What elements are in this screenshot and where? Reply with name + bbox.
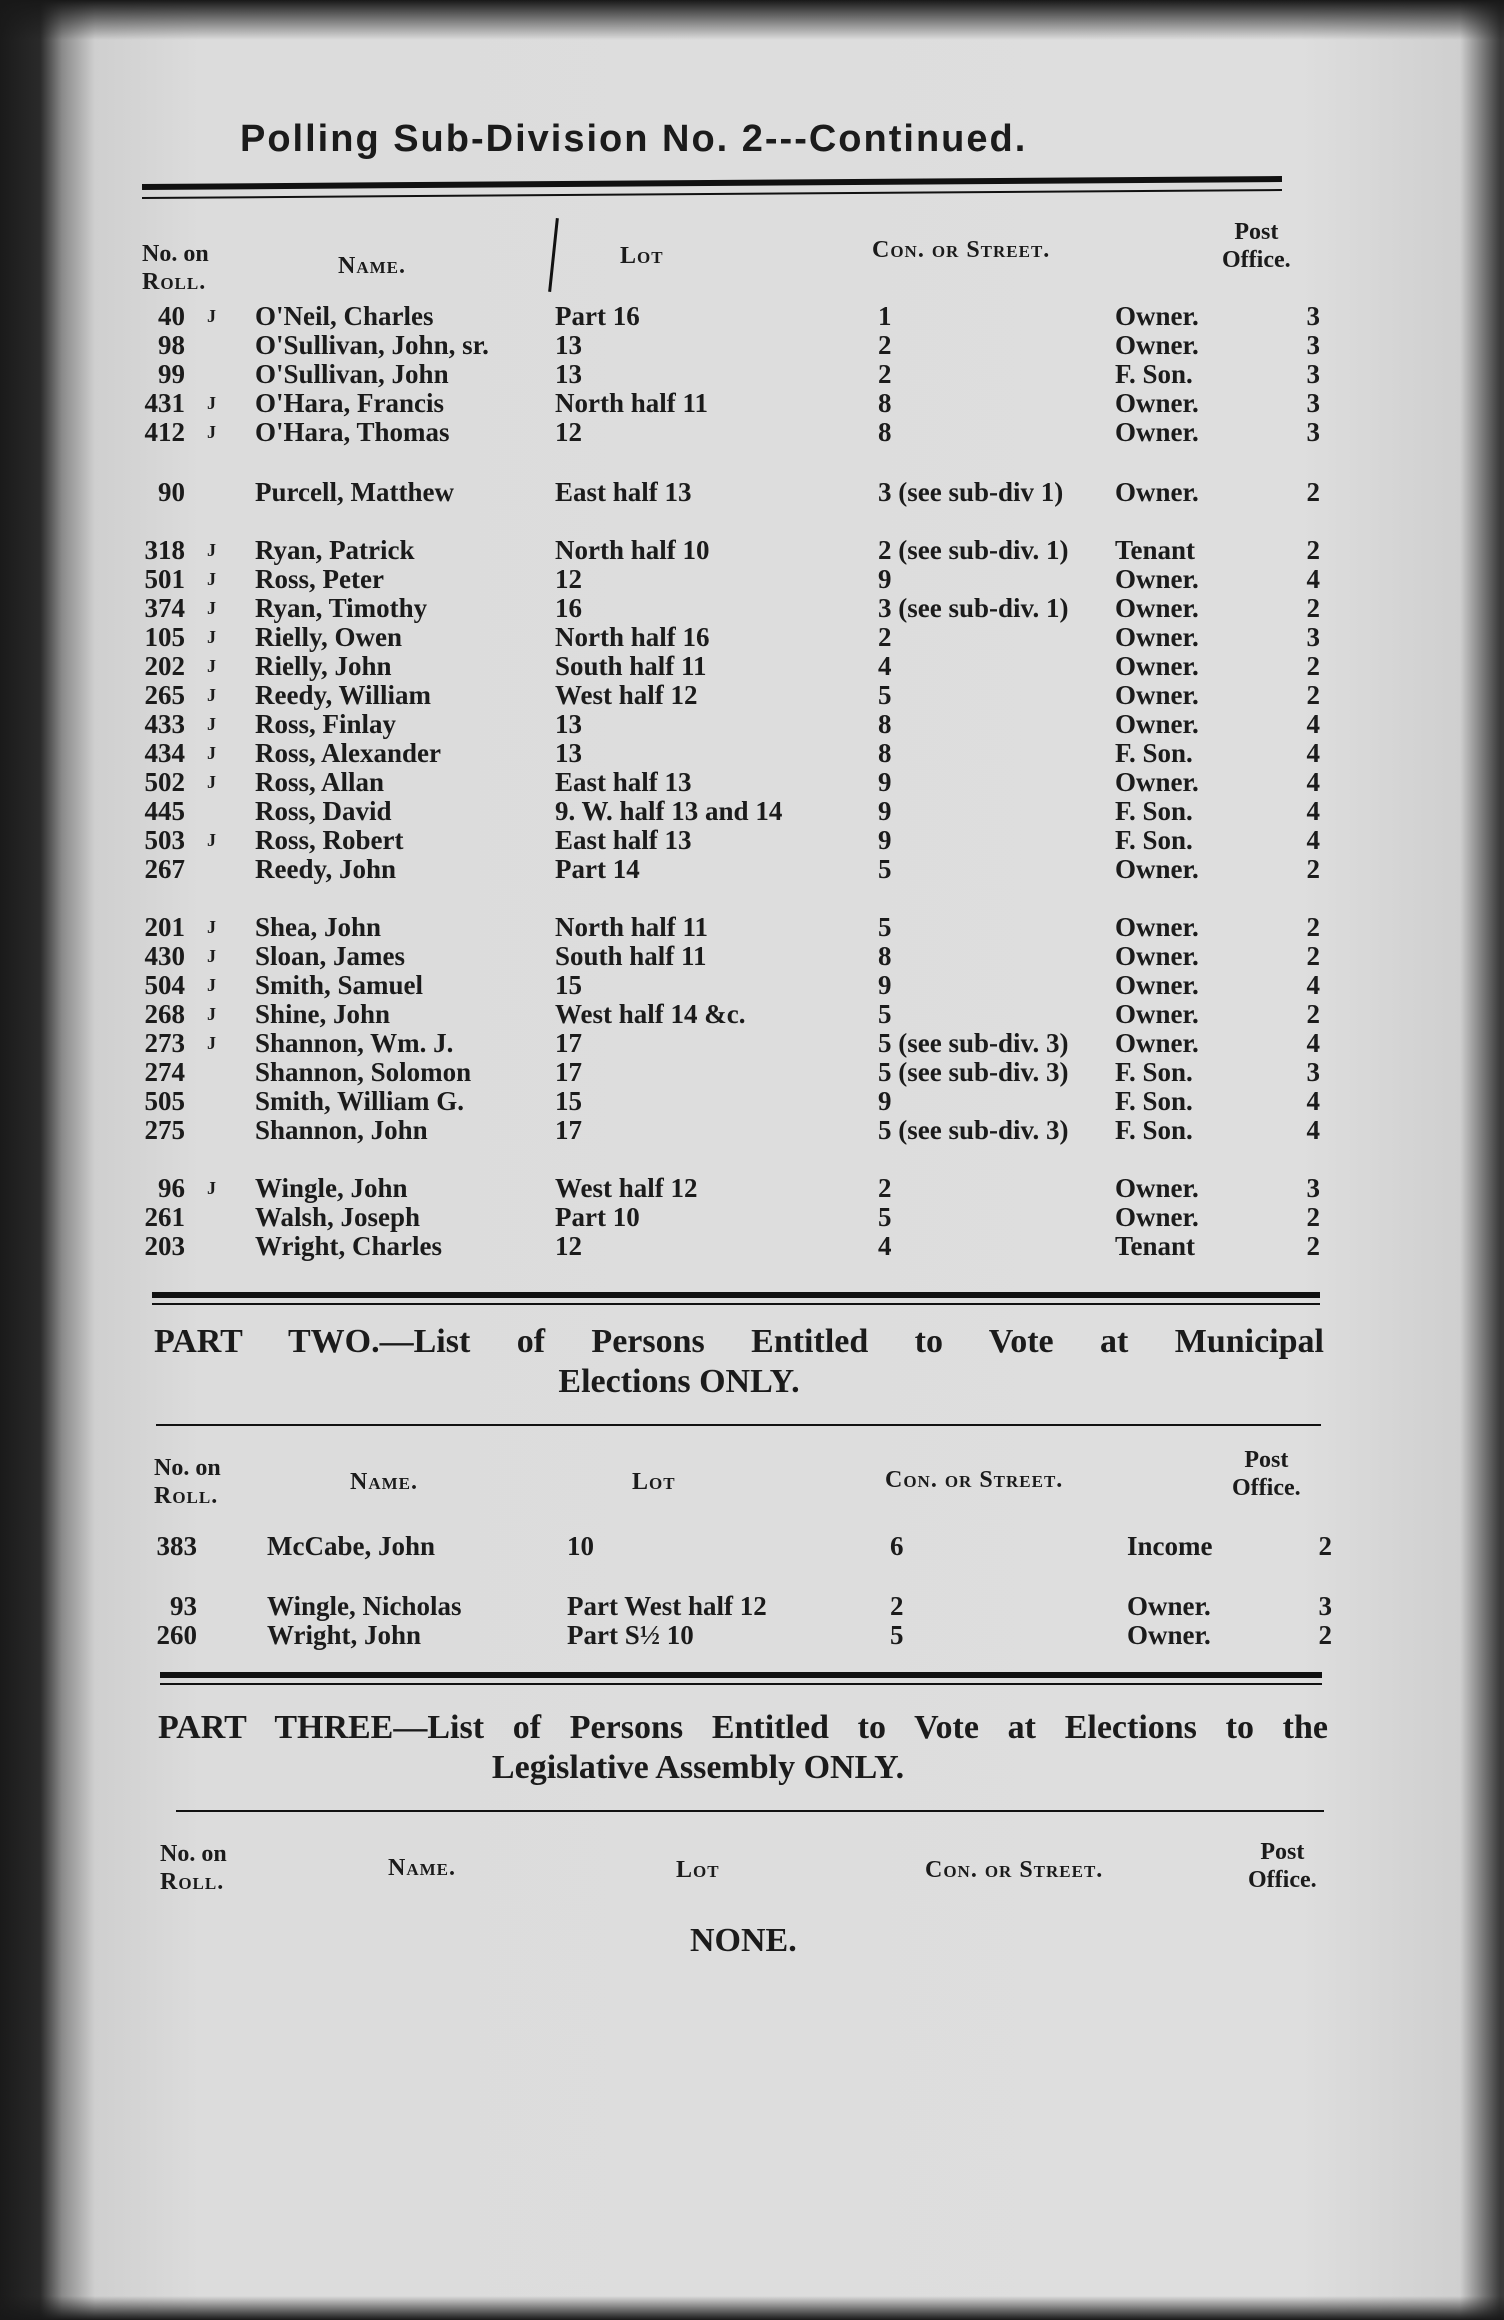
post-office: 2	[1318, 1531, 1332, 1561]
post-office: 3	[1306, 1057, 1320, 1087]
part3-top-rule-thin	[160, 1683, 1322, 1685]
post-office: 2	[1306, 941, 1320, 971]
roll-number: 501	[144, 564, 185, 594]
juror-mark: J	[207, 306, 216, 326]
post-office: 2	[1306, 854, 1320, 884]
roll-number: 260	[156, 1620, 197, 1650]
concession: 5	[878, 1202, 892, 1232]
part2-header-con: Con. or Street.	[885, 1467, 1064, 1493]
part3-header-lot: Lot	[676, 1857, 720, 1883]
part1_rows-row	[0, 942, 1504, 971]
part3-heading	[158, 1708, 1328, 1788]
roll-number: 275	[144, 1115, 185, 1145]
part3-header-roll-line1: No. on	[160, 1841, 227, 1867]
post-office: 3	[1306, 417, 1320, 447]
juror-mark: J	[207, 714, 216, 734]
occupation: Owner.	[1115, 622, 1199, 652]
occupation: Owner.	[1115, 999, 1199, 1029]
post-office: 2	[1306, 477, 1320, 507]
post-office: 4	[1306, 1028, 1320, 1058]
voter-name: Shine, John	[255, 999, 391, 1029]
roll-number: 40	[158, 301, 185, 331]
post-office: 4	[1306, 1115, 1320, 1145]
header-po-line2: Office.	[1222, 247, 1291, 273]
concession: 5	[878, 854, 892, 884]
occupation: Owner.	[1115, 593, 1199, 623]
header-roll	[142, 240, 209, 296]
occupation: Owner.	[1115, 854, 1199, 884]
voter-name: O'Neil, Charles	[255, 301, 434, 331]
post-office: 2	[1306, 999, 1320, 1029]
juror-mark: J	[207, 598, 216, 618]
concession: 5	[890, 1620, 904, 1650]
part1_rows-row	[0, 797, 1504, 826]
occupation: F. Son.	[1115, 1086, 1193, 1116]
concession: 5 (see sub-div. 3)	[878, 1057, 1069, 1087]
voter-name: O'Sullivan, John, sr.	[255, 330, 489, 360]
part3-header-roll	[160, 1840, 227, 1896]
part3-heading-line2: Legislative Assembly ONLY.	[491, 1749, 905, 1786]
voter-name: Reedy, John	[255, 854, 397, 884]
part1_rows-row	[0, 855, 1504, 884]
occupation: Tenant	[1115, 1231, 1196, 1261]
lot: West half 14 &c.	[555, 999, 746, 1029]
post-office: 2	[1306, 1202, 1320, 1232]
roll-number: 268	[144, 999, 185, 1029]
concession: 9	[878, 564, 892, 594]
roll-number: 105	[144, 622, 185, 652]
occupation: Owner.	[1115, 301, 1199, 331]
roll-number: 90	[158, 477, 185, 507]
part2-heading-line1: PART TWO.—List of Persons Entitled to Vote at Municipal	[154, 1323, 1324, 1360]
part3-header-post-office	[1248, 1838, 1317, 1894]
roll-number: 261	[144, 1202, 185, 1232]
lot: North half 11	[555, 388, 709, 418]
part2.rows-row	[12, 1592, 1504, 1621]
header-roll-line1: No. on	[142, 241, 209, 267]
voter-name: Rielly, Owen	[255, 622, 402, 652]
voter-name: Wright, John	[267, 1620, 422, 1650]
voter-name: Ross, Alexander	[255, 738, 442, 768]
part1_rows-row	[0, 652, 1504, 681]
post-office: 2	[1306, 535, 1320, 565]
lot: East half 13	[555, 477, 692, 507]
juror-mark: J	[207, 946, 216, 966]
concession: 4	[878, 651, 892, 681]
occupation: Tenant	[1115, 535, 1196, 565]
header-po-line1: Post	[1234, 219, 1279, 245]
lot: Part 14	[555, 854, 640, 884]
roll-number: 202	[144, 651, 185, 681]
concession: 8	[878, 388, 892, 418]
post-office: 2	[1318, 1620, 1332, 1650]
voter-name: Shannon, John	[255, 1115, 428, 1145]
part1_rows-row	[0, 826, 1504, 855]
part3-header-con: Con. or Street.	[925, 1857, 1104, 1883]
juror-mark: J	[207, 540, 216, 560]
voter-name: Wingle, John	[255, 1173, 408, 1203]
voter-name: O'Hara, Thomas	[255, 417, 450, 447]
post-office: 3	[1306, 388, 1320, 418]
post-office: 3	[1306, 301, 1320, 331]
voter-name: Shannon, Wm. J.	[255, 1028, 454, 1058]
roll-number: 445	[144, 796, 185, 826]
concession: 9	[878, 970, 892, 1000]
title-rule	[142, 176, 1282, 190]
part1_rows-row	[0, 1058, 1504, 1087]
part2.rows-row	[12, 1532, 1504, 1561]
roll-number: 201	[144, 912, 185, 942]
occupation: Owner.	[1115, 651, 1199, 681]
juror-mark: J	[207, 1178, 216, 1198]
lot: East half 13	[555, 767, 692, 797]
part2-heading-line2: Elections ONLY.	[558, 1363, 800, 1400]
voter-name: Smith, Samuel	[255, 970, 424, 1000]
part2-header-po-line1: Post	[1244, 1447, 1289, 1473]
voter-name: Ryan, Timothy	[255, 593, 428, 623]
occupation: Owner.	[1115, 709, 1199, 739]
juror-mark: J	[207, 627, 216, 647]
part1_rows-row	[0, 1116, 1504, 1145]
voter-name: Sloan, James	[255, 941, 406, 971]
part2-top-rule	[152, 1292, 1320, 1298]
post-office: 4	[1306, 564, 1320, 594]
part1_rows-row	[0, 389, 1504, 418]
post-office: 4	[1306, 1086, 1320, 1116]
post-office: 2	[1306, 680, 1320, 710]
header-name: Name.	[338, 253, 406, 279]
juror-mark: J	[207, 743, 216, 763]
scan-top-edge	[0, 0, 1504, 40]
lot: South half 11	[555, 651, 707, 681]
lot: East half 13	[555, 825, 692, 855]
part1_rows-row	[0, 913, 1504, 942]
part1_rows-row	[0, 623, 1504, 652]
occupation: F. Son.	[1115, 796, 1193, 826]
lot: 12	[555, 564, 582, 594]
roll-number: 430	[144, 941, 185, 971]
occupation: F. Son.	[1115, 825, 1193, 855]
occupation: Owner.	[1115, 417, 1199, 447]
title-rule-thin	[142, 189, 1282, 199]
occupation: Owner.	[1127, 1620, 1211, 1650]
concession: 5	[878, 999, 892, 1029]
voter-name: Ross, Allan	[255, 767, 385, 797]
juror-mark: J	[207, 685, 216, 705]
occupation: Owner.	[1115, 941, 1199, 971]
roll-number: 431	[144, 388, 185, 418]
concession: 2	[878, 622, 892, 652]
roll-number: 505	[144, 1086, 185, 1116]
juror-mark: J	[207, 656, 216, 676]
lot: Part S½ 10	[567, 1620, 694, 1650]
part2-header-post-office	[1232, 1446, 1301, 1502]
part3-none-label: NONE.	[690, 1922, 797, 1959]
roll-number: 504	[144, 970, 185, 1000]
lot: 15	[555, 970, 582, 1000]
concession: 2	[878, 1173, 892, 1203]
roll-number: 273	[144, 1028, 185, 1058]
part2-header-roll	[154, 1454, 221, 1510]
occupation: Owner.	[1115, 1028, 1199, 1058]
post-office: 2	[1306, 1231, 1320, 1261]
part2-header-roll-line1: No. on	[154, 1455, 221, 1481]
concession: 9	[878, 767, 892, 797]
voter-name: Shea, John	[255, 912, 382, 942]
voter-name: Ross, Peter	[255, 564, 384, 594]
part1_rows-row	[0, 418, 1504, 447]
voter-name: Reedy, William	[255, 680, 432, 710]
lot: North half 11	[555, 912, 709, 942]
juror-mark: J	[207, 393, 216, 413]
lot: 17	[555, 1115, 582, 1145]
part3-header-po-line2: Office.	[1248, 1867, 1317, 1893]
roll-number: 98	[158, 330, 185, 360]
lot: 13	[555, 330, 582, 360]
voter-name: Smith, William G.	[255, 1086, 465, 1116]
voter-name: O'Hara, Francis	[255, 388, 444, 418]
post-office: 3	[1306, 330, 1320, 360]
roll-number: 203	[144, 1231, 185, 1261]
part1_rows-row	[0, 536, 1504, 565]
header-post-office	[1222, 218, 1291, 274]
post-office: 2	[1306, 593, 1320, 623]
juror-mark: J	[207, 1004, 216, 1024]
juror-mark: J	[207, 1033, 216, 1053]
header-roll-line2: Roll.	[142, 269, 207, 295]
part2.rows-row	[12, 1621, 1504, 1650]
part2-top-rule-thin	[152, 1303, 1320, 1305]
occupation: Owner.	[1115, 970, 1199, 1000]
part1_rows-row	[0, 1029, 1504, 1058]
part1_rows-row	[0, 681, 1504, 710]
lot: West half 12	[555, 680, 698, 710]
concession: 3 (see sub-div 1)	[878, 477, 1064, 507]
voter-name: Shannon, Solomon	[255, 1057, 472, 1087]
post-office: 2	[1306, 912, 1320, 942]
occupation: F. Son.	[1115, 1057, 1193, 1087]
occupation: Owner.	[1115, 330, 1199, 360]
part2-header-roll-line2: Roll.	[154, 1483, 219, 1509]
roll-number: 93	[170, 1591, 197, 1621]
lot: 13	[555, 709, 582, 739]
concession: 5	[878, 680, 892, 710]
juror-mark: J	[207, 917, 216, 937]
post-office: 4	[1306, 796, 1320, 826]
concession: 8	[878, 941, 892, 971]
part1_rows-row	[0, 1232, 1504, 1261]
part1_rows-row	[0, 302, 1504, 331]
post-office: 3	[1306, 1173, 1320, 1203]
roll-number: 434	[144, 738, 185, 768]
header-con: Con. or Street.	[872, 237, 1051, 263]
post-office: 4	[1306, 738, 1320, 768]
concession: 2	[878, 330, 892, 360]
concession: 5 (see sub-div. 3)	[878, 1028, 1069, 1058]
post-office: 4	[1306, 709, 1320, 739]
part3-header-po-line1: Post	[1260, 1839, 1305, 1865]
occupation: Owner.	[1127, 1591, 1211, 1621]
roll-number: 265	[144, 680, 185, 710]
part1_rows-row	[0, 710, 1504, 739]
post-office: 3	[1306, 622, 1320, 652]
occupation: Owner.	[1115, 767, 1199, 797]
roll-number: 383	[156, 1531, 197, 1561]
part1_rows-row	[0, 1000, 1504, 1029]
voter-name: Ross, Robert	[255, 825, 404, 855]
occupation: Owner.	[1115, 1173, 1199, 1203]
roll-number: 433	[144, 709, 185, 739]
lot: North half 10	[555, 535, 710, 565]
part2-heading-rule	[156, 1424, 1321, 1426]
juror-mark: J	[207, 422, 216, 442]
concession: 2	[878, 359, 892, 389]
page-title: Polling Sub-Division No. 2---Continued.	[240, 118, 1028, 160]
lot: Part 16	[555, 301, 640, 331]
roll-number: 502	[144, 767, 185, 797]
voter-name: Walsh, Joseph	[255, 1202, 421, 1232]
roll-number: 274	[144, 1057, 185, 1087]
part1_rows-row	[0, 1203, 1504, 1232]
header-divider	[548, 218, 559, 292]
concession: 9	[878, 825, 892, 855]
roll-number: 267	[144, 854, 185, 884]
part1_rows-row	[0, 768, 1504, 797]
lot: Part 10	[555, 1202, 640, 1232]
part2-header-name: Name.	[350, 1469, 418, 1495]
part1_rows-row	[0, 594, 1504, 623]
part1_rows-row	[0, 331, 1504, 360]
occupation: Owner.	[1115, 477, 1199, 507]
concession: 3 (see sub-div. 1)	[878, 593, 1069, 623]
lot: 15	[555, 1086, 582, 1116]
concession: 8	[878, 709, 892, 739]
occupation: F. Son.	[1115, 359, 1193, 389]
juror-mark: J	[207, 772, 216, 792]
lot: 12	[555, 417, 582, 447]
lot: 10	[567, 1531, 594, 1561]
part1_rows-row	[0, 565, 1504, 594]
part3-top-rule	[160, 1672, 1322, 1678]
roll-number: 412	[144, 417, 185, 447]
header-lot: Lot	[620, 243, 664, 269]
post-office: 3	[1318, 1591, 1332, 1621]
juror-mark: J	[207, 975, 216, 995]
juror-mark: J	[207, 830, 216, 850]
post-office: 4	[1306, 825, 1320, 855]
part1_rows-row	[0, 360, 1504, 389]
concession: 5 (see sub-div. 3)	[878, 1115, 1069, 1145]
lot: 17	[555, 1057, 582, 1087]
lot: 12	[555, 1231, 582, 1261]
lot: 16	[555, 593, 582, 623]
concession: 5	[878, 912, 892, 942]
concession: 9	[878, 1086, 892, 1116]
scan-bottom-edge	[0, 2296, 1504, 2320]
lot: 13	[555, 359, 582, 389]
roll-number: 374	[144, 593, 185, 623]
occupation: F. Son.	[1115, 1115, 1193, 1145]
occupation: Owner.	[1115, 564, 1199, 594]
roll-number: 96	[158, 1173, 185, 1203]
post-office: 4	[1306, 767, 1320, 797]
concession: 2	[890, 1591, 904, 1621]
lot: North half 16	[555, 622, 710, 652]
voter-name: Ryan, Patrick	[255, 535, 415, 565]
lot: West half 12	[555, 1173, 698, 1203]
roll-number: 318	[144, 535, 185, 565]
concession: 8	[878, 738, 892, 768]
voter-name: McCabe, John	[267, 1531, 435, 1561]
roll-number: 99	[158, 359, 185, 389]
occupation: Owner.	[1115, 1202, 1199, 1232]
occupation: Owner.	[1115, 912, 1199, 942]
concession: 1	[878, 301, 892, 331]
voter-name: Ross, Finlay	[255, 709, 397, 739]
part3-header-roll-line2: Roll.	[160, 1869, 225, 1895]
lot: 13	[555, 738, 582, 768]
voter-name: Wright, Charles	[255, 1231, 442, 1261]
concession: 8	[878, 417, 892, 447]
roll-number: 503	[144, 825, 185, 855]
occupation: Owner.	[1115, 680, 1199, 710]
part3-heading-rule	[176, 1810, 1324, 1812]
post-office: 4	[1306, 970, 1320, 1000]
concession: 2 (see sub-div. 1)	[878, 535, 1069, 565]
juror-mark: J	[207, 569, 216, 589]
part1_rows-row	[0, 1174, 1504, 1203]
lot: 9. W. half 13 and 14	[555, 796, 783, 826]
voter-name: Ross, David	[255, 796, 392, 826]
part1_rows-row	[0, 478, 1504, 507]
occupation: Income	[1127, 1531, 1213, 1561]
concession: 6	[890, 1531, 904, 1561]
lot: Part West half 12	[567, 1591, 767, 1621]
voter-name: Rielly, John	[255, 651, 392, 681]
part2-header-lot: Lot	[632, 1469, 676, 1495]
part1_rows-row	[0, 1087, 1504, 1116]
occupation: Owner.	[1115, 388, 1199, 418]
part3-header-name: Name.	[388, 1855, 456, 1881]
concession: 9	[878, 796, 892, 826]
lot: South half 11	[555, 941, 707, 971]
part2-header-po-line2: Office.	[1232, 1475, 1301, 1501]
occupation: F. Son.	[1115, 738, 1193, 768]
voter-name: O'Sullivan, John	[255, 359, 449, 389]
part1_rows-row	[0, 971, 1504, 1000]
part2-heading	[154, 1322, 1324, 1402]
post-office: 3	[1306, 359, 1320, 389]
lot: 17	[555, 1028, 582, 1058]
part1_rows-row	[0, 739, 1504, 768]
concession: 4	[878, 1231, 892, 1261]
part3-heading-line1: PART THREE—List of Persons Entitled to Vote at Elections to the	[158, 1709, 1328, 1746]
voter-name: Purcell, Matthew	[255, 477, 454, 507]
voter-name: Wingle, Nicholas	[267, 1591, 462, 1621]
post-office: 2	[1306, 651, 1320, 681]
